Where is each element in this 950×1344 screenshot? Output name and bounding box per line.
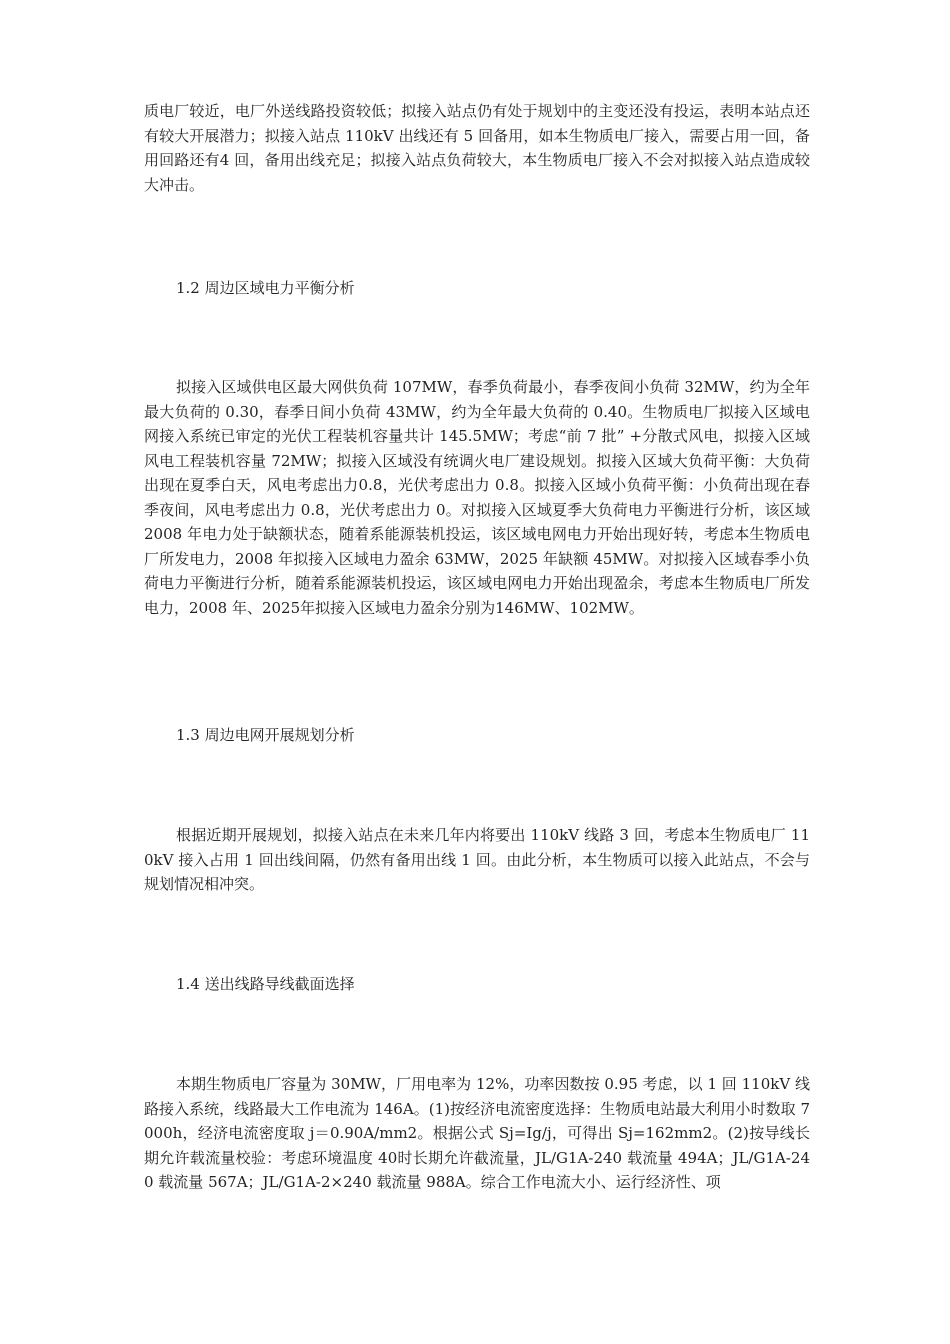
paragraph-intro-continuation: 质电厂较近，电厂外送线路投资较低；拟接入站点仍有处于规划中的主变还没有投运，表明本站点还有较大开展潜力；拟接入站点 110kV 出线还有 5 回备用，如本生物质电厂接入，需要占用一回，备用回路还有4 回，备用出线充足；拟接入站点负荷较大，本生物质电厂接入不会对拟接入站点造成较大冲击。 (144, 102, 810, 194)
section-heading-1-3: 1.3 周边电网开展规划分析 (176, 726, 355, 744)
paragraph-power-balance: 拟接入区域供电区最大网供负荷 107MW，春季负荷最小，春季夜间小负荷 32MW，约为全年最大负荷的 0.30，春季日间小负荷 43MW，约为全年最大负荷的 0.40。生物质电厂拟接入区域电网接入系统已审定的光伏工程装机容量共计 145.5MW；考虑“前 7 批” +分散式风电，拟接入区域风电工程装机容量 72MW；拟接入区域没有统调火电厂建设规划。拟接入区域大负荷平衡：大负荷出现在夏季白天，风电考虑出力0.8，光伏考虑出力 0.8。拟接入区域小负荷平衡：小负荷出现在春季夜间，风电考虑出力 0.8，光伏考虑出力 0。对拟接入区域夏季大负荷电力平衡进行分析，该区域2008 年电力处于缺额状态，随着系能源装机投运，该区域电网电力开始出现好转，考虑本生物质电厂所发电力，2008 年拟接入区域电力盈余 63MW，2025 年缺额 45MW。对拟接入区域春季小负荷电力平衡进行分析，随着系能源装机投运，该区域电网电力开始出现盈余，考虑本生物质电厂所发电力，2008 年、2025年拟接入区域电力盈余分别为146MW、102MW。 (144, 378, 810, 617)
paragraph-grid-planning: 根据近期开展规划，拟接入站点在未来几年内将要出 110kV 线路 3 回，考虑本生物质电厂 110kV 接入占用 1 回出线间隔，仍然有备用出线 1 回。由此分析，本生物质可以接入此站点，不会与规划情况相冲突。 (144, 826, 810, 893)
paragraph-conductor-selection: 本期生物质电厂容量为 30MW，厂用电率为 12%，功率因数按 0.95 考虑，以 1 回 110kV 线路接入系统，线路最大工作电流为 146A。(1)按经济电流密度选择：生物质电站最大利用小时数取 7000h，经济电流密度取 j＝0.90A/mm2。根据公式 Sj=Ig/j，可得出 Sj=162mm2。(2)按导线长期允许载流量校验：考虑环境温度 40时长期允许截流量，JL/G1A-240 载流量 494A；JL/G1A-240 载流量 567A；JL/G1A-2×240 载流量 988A。综合工作电流大小、运行经济性、项 (144, 1075, 810, 1191)
section-heading-1-4: 1.4 送出线路导线截面选择 (176, 975, 355, 993)
section-heading-1-2: 1.2 周边区域电力平衡分析 (176, 279, 355, 297)
